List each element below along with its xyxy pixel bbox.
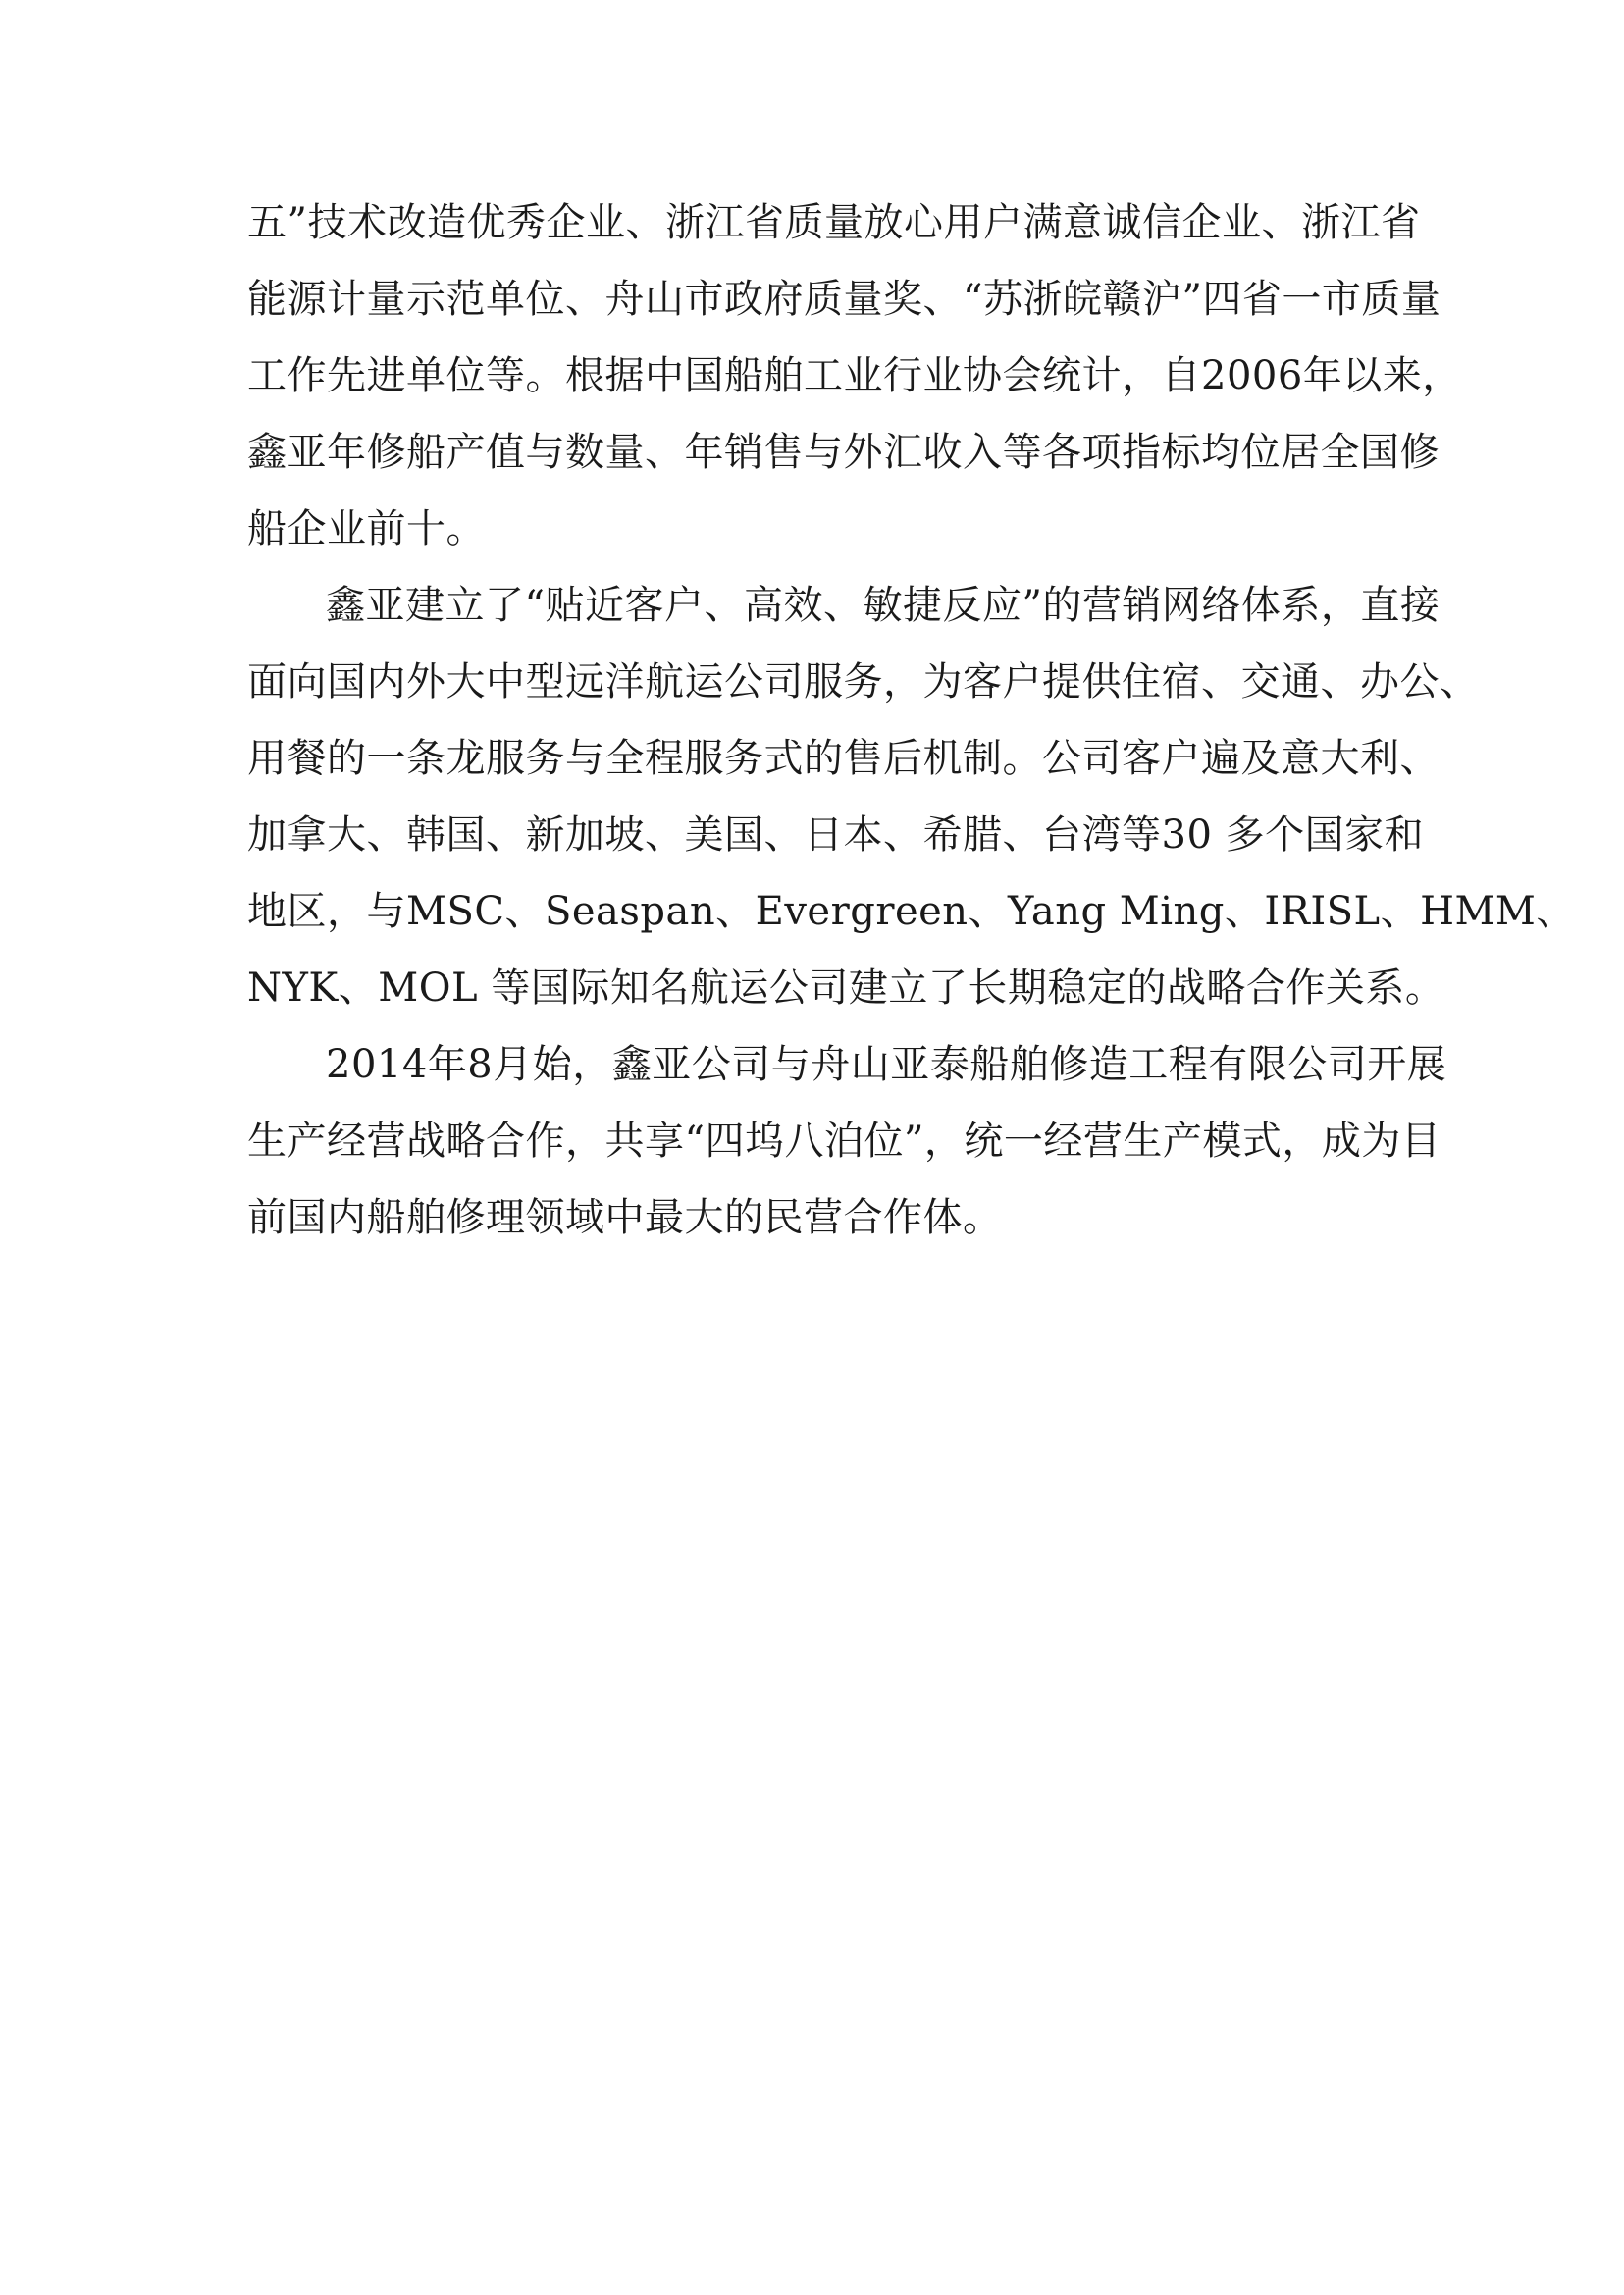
body-text [247,184,1576,1256]
paragraph-line: 地区，与MSC、Seaspan、Evergreen、Yang Ming、IRISL、HMM、 [247,889,1576,934]
paragraph-2 [247,567,1576,1026]
paragraph-line: 鑫亚建立了“贴近客户、高效、敏捷反应”的营销网络体系，直接 [326,583,1441,628]
paragraph-line: 船企业前十。 [247,506,486,551]
paragraph-line: 鑫亚年修船产值与数量、年销售与外汇收入等各项指标均位居全国修 [247,430,1440,475]
paragraph-line: 加拿大、韩国、新加坡、美国、日本、希腊、台湾等30 多个国家和 [247,812,1425,858]
paragraph-line: NYK、MOL 等国际知名航运公司建立了长期稳定的战略合作关系。 [247,965,1445,1011]
paragraph-line: 能源计量示范单位、舟山市政府质量奖、“苏浙皖赣沪”四省一市质量 [247,277,1441,322]
paragraph-line: 2014年8月始，鑫亚公司与舟山亚泰船舶修造工程有限公司开展 [326,1042,1447,1087]
paragraph-line: 用餐的一条龙服务与全程服务式的售后机制。公司客户遍及意大利、 [247,736,1440,781]
paragraph-line: 工作先进单位等。根据中国船舶工业行业协会统计，自2006年以来， [247,353,1462,398]
paragraph-3 [247,1026,1447,1256]
paragraph-line: 面向国内外大中型远洋航运公司服务，为客户提供住宿、交通、办公、 [247,659,1480,704]
paragraph-line: 前国内船舶修理领域中最大的民营合作体。 [247,1195,1003,1240]
paragraph-1 [247,184,1462,567]
paragraph-line: 生产经营战略合作，共享“四坞八泊位”，统一经营生产模式，成为目 [247,1119,1441,1164]
paragraph-line: 五”技术改造优秀企业、浙江省质量放心用户满意诚信企业、浙江省 [247,200,1421,245]
